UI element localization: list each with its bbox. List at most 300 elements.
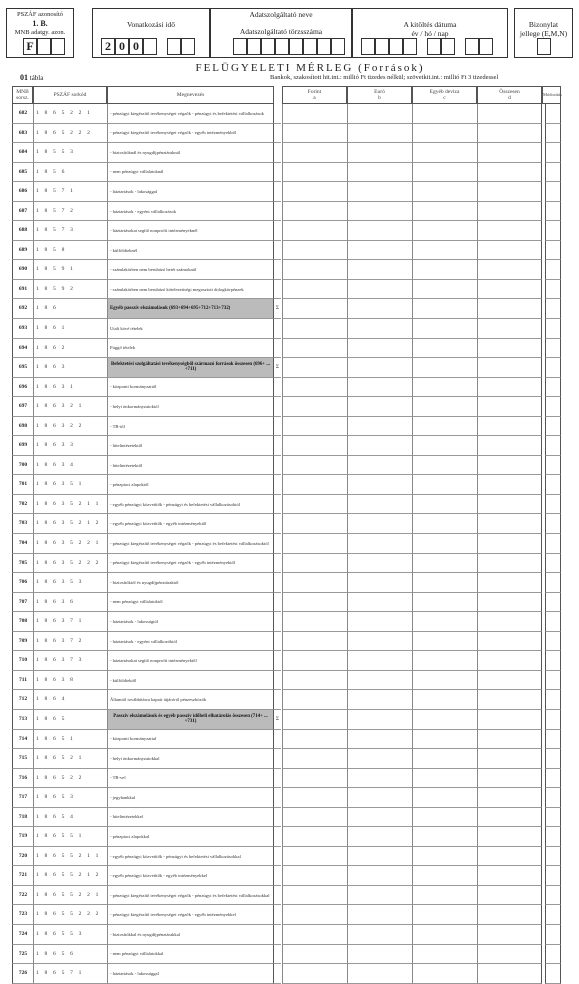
mnb-cell-1[interactable]: F [23, 38, 37, 55]
modification-cell[interactable] [545, 163, 561, 183]
row-code: 1 8 6 3 5 3 [33, 573, 107, 593]
value-cell-other-currency[interactable] [412, 143, 477, 163]
mnb-cell-3[interactable] [51, 38, 65, 55]
value-cell-euro[interactable] [347, 808, 412, 828]
date-month-cell-2[interactable] [441, 38, 455, 55]
value-cell-forint[interactable] [282, 436, 347, 456]
modification-cell[interactable] [545, 886, 561, 906]
value-cell-euro[interactable] [347, 436, 412, 456]
modification-cell[interactable] [545, 397, 561, 417]
row-code: 1 8 6 5 [33, 710, 107, 730]
modification-cell[interactable] [545, 299, 561, 319]
row-description: - háztartásokat segítő nonprofit intézményeknél [107, 221, 274, 241]
value-cell-other-currency[interactable] [412, 671, 477, 691]
modification-cell[interactable] [545, 827, 561, 847]
table-row [12, 749, 561, 769]
row-code: 1 8 6 3 2 2 [33, 417, 107, 437]
value-cell-euro[interactable] [347, 730, 412, 750]
value-cell-total[interactable] [477, 769, 542, 789]
modification-cell[interactable] [545, 651, 561, 671]
modification-cell[interactable] [545, 730, 561, 750]
value-cell-forint[interactable] [282, 221, 347, 241]
reg-cell-3[interactable] [261, 38, 275, 55]
value-cell-total[interactable] [477, 651, 542, 671]
value-cell-total[interactable] [477, 202, 542, 222]
value-cell-euro[interactable] [347, 319, 412, 339]
reg-cell-6[interactable] [303, 38, 317, 55]
value-cell-other-currency[interactable] [412, 964, 477, 984]
value-cell-other-currency[interactable] [412, 593, 477, 613]
modification-cell[interactable] [545, 690, 561, 710]
value-cell-euro[interactable] [347, 397, 412, 417]
modification-cell[interactable] [545, 710, 561, 730]
modification-cell[interactable] [545, 456, 561, 476]
value-cell-total[interactable] [477, 339, 542, 359]
period-cell-2[interactable]: 0 [115, 38, 129, 55]
value-cell-other-currency[interactable] [412, 280, 477, 300]
value-cell-total[interactable] [477, 886, 542, 906]
row-description: - biztosítóktól és nyugdíjpénztáraktól [107, 573, 274, 593]
value-cell-other-currency[interactable] [412, 573, 477, 593]
modification-cell[interactable] [545, 378, 561, 398]
value-cell-total[interactable] [477, 104, 542, 124]
value-cell-forint[interactable] [282, 241, 347, 261]
value-cell-total[interactable] [477, 730, 542, 750]
value-cell-forint[interactable] [282, 866, 347, 886]
value-cell-euro[interactable] [347, 182, 412, 202]
value-cell-other-currency[interactable] [412, 104, 477, 124]
value-cell-euro[interactable] [347, 378, 412, 398]
value-cell-euro[interactable] [347, 651, 412, 671]
modification-cell[interactable] [545, 241, 561, 261]
row-description: - pénzügyi kiegészítő tevékenységet végzők - pénzügyi és befektetési vállalkozásokkal [107, 886, 274, 906]
period-cell-6[interactable] [181, 38, 195, 55]
value-cell-other-currency[interactable] [412, 612, 477, 632]
row-code: 1 8 6 5 7 1 [33, 964, 107, 984]
row-code: 1 8 6 5 5 2 1 2 [33, 866, 107, 886]
value-cell-forint[interactable] [282, 514, 347, 534]
modification-cell[interactable] [545, 358, 561, 378]
date-year-cell-4[interactable] [403, 38, 417, 55]
value-cell-forint[interactable] [282, 202, 347, 222]
period-cell-1[interactable]: 2 [101, 38, 115, 55]
row-number: 687 [12, 202, 33, 222]
table-row [12, 612, 561, 632]
modification-cell[interactable] [545, 534, 561, 554]
table-row [12, 593, 561, 613]
value-cell-other-currency[interactable] [412, 749, 477, 769]
modification-cell[interactable] [545, 945, 561, 965]
value-cell-euro[interactable] [347, 221, 412, 241]
modification-cell[interactable] [545, 788, 561, 808]
value-cell-total[interactable] [477, 964, 542, 984]
value-cell-forint[interactable] [282, 612, 347, 632]
value-cell-other-currency[interactable] [412, 651, 477, 671]
value-cell-other-currency[interactable] [412, 397, 477, 417]
value-cell-euro[interactable] [347, 671, 412, 691]
value-cell-total[interactable] [477, 124, 542, 144]
modification-cell[interactable] [545, 905, 561, 925]
value-cell-forint[interactable] [282, 554, 347, 574]
date-year-cell-2[interactable] [375, 38, 389, 55]
value-cell-other-currency[interactable] [412, 202, 477, 222]
value-cell-forint[interactable] [282, 163, 347, 183]
date-year-cell-1[interactable] [361, 38, 375, 55]
value-cell-total[interactable] [477, 495, 542, 515]
value-cell-forint[interactable] [282, 143, 347, 163]
value-cell-forint[interactable] [282, 964, 347, 984]
value-cell-euro[interactable] [347, 495, 412, 515]
value-cell-total[interactable] [477, 241, 542, 261]
modification-cell[interactable] [545, 319, 561, 339]
value-cell-euro[interactable] [347, 612, 412, 632]
modification-cell[interactable] [545, 749, 561, 769]
modification-cell[interactable] [545, 808, 561, 828]
value-cell-total[interactable] [477, 436, 542, 456]
value-cell-total[interactable] [477, 397, 542, 417]
modification-cell[interactable] [545, 964, 561, 984]
modification-cell[interactable] [545, 671, 561, 691]
row-code: 1 8 6 3 8 [33, 671, 107, 691]
modification-cell[interactable] [545, 593, 561, 613]
value-cell-other-currency[interactable] [412, 456, 477, 476]
value-cell-euro[interactable] [347, 690, 412, 710]
value-cell-total[interactable] [477, 260, 542, 280]
value-cell-other-currency[interactable] [412, 417, 477, 437]
value-cell-other-currency[interactable] [412, 866, 477, 886]
value-cell-euro[interactable] [347, 514, 412, 534]
value-cell-forint[interactable] [282, 319, 347, 339]
modification-cell[interactable] [545, 612, 561, 632]
value-cell-forint[interactable] [282, 632, 347, 652]
value-cell-forint[interactable] [282, 339, 347, 359]
table-row [12, 886, 561, 906]
value-cell-forint[interactable] [282, 593, 347, 613]
value-cell-euro[interactable] [347, 769, 412, 789]
reg-cell-7[interactable] [317, 38, 331, 55]
value-cell-euro[interactable] [347, 827, 412, 847]
modification-cell[interactable] [545, 417, 561, 437]
col-num-header: MNB sorsz. [12, 86, 33, 104]
value-cell-other-currency[interactable] [412, 945, 477, 965]
value-cell-total[interactable] [477, 710, 542, 730]
row-description: - központi kormányzattól [107, 378, 274, 398]
mnb-cell-2[interactable] [37, 38, 51, 55]
value-cell-forint[interactable] [282, 495, 347, 515]
value-cell-forint[interactable] [282, 710, 347, 730]
table-row [12, 866, 561, 886]
date-month-cell-1[interactable] [427, 38, 441, 55]
row-code: 1 8 6 3 5 2 2 2 [33, 554, 107, 574]
value-cell-total[interactable] [477, 573, 542, 593]
value-cell-other-currency[interactable] [412, 534, 477, 554]
date-day-cell-1[interactable] [465, 38, 479, 55]
value-cell-forint[interactable] [282, 671, 347, 691]
value-cell-total[interactable] [477, 319, 542, 339]
value-cell-other-currency[interactable] [412, 886, 477, 906]
table-row [12, 534, 561, 554]
modification-cell[interactable] [545, 495, 561, 515]
value-cell-other-currency[interactable] [412, 260, 477, 280]
value-cell-total[interactable] [477, 905, 542, 925]
value-cell-other-currency[interactable] [412, 554, 477, 574]
value-cell-euro[interactable] [347, 632, 412, 652]
value-cell-euro[interactable] [347, 593, 412, 613]
value-cell-euro[interactable] [347, 417, 412, 437]
modification-cell[interactable] [545, 182, 561, 202]
value-cell-forint[interactable] [282, 573, 347, 593]
value-cell-forint[interactable] [282, 749, 347, 769]
value-cell-other-currency[interactable] [412, 221, 477, 241]
value-cell-other-currency[interactable] [412, 299, 477, 319]
value-cell-euro[interactable] [347, 143, 412, 163]
value-cell-other-currency[interactable] [412, 514, 477, 534]
modification-cell[interactable] [545, 202, 561, 222]
modification-cell[interactable] [545, 339, 561, 359]
value-cell-euro[interactable] [347, 573, 412, 593]
row-number: 706 [12, 573, 33, 593]
modification-cell[interactable] [545, 104, 561, 124]
value-cell-forint[interactable] [282, 182, 347, 202]
value-cell-total[interactable] [477, 417, 542, 437]
row-description: Passzív elszámolások és egyéb passzív időbeli elhatárolás összesen (714+ ... +731) [107, 710, 274, 730]
row-description: - pénzpiaci alapokkal [107, 827, 274, 847]
value-cell-euro[interactable] [347, 358, 412, 378]
date-day-cell-2[interactable] [479, 38, 493, 55]
value-cell-total[interactable] [477, 163, 542, 183]
value-cell-euro[interactable] [347, 964, 412, 984]
value-cell-other-currency[interactable] [412, 632, 477, 652]
row-sum-mark [274, 690, 281, 710]
modification-cell[interactable] [545, 221, 561, 241]
row-description: - egyéb pénzügyi közvetítők - pénzügyi és befektetési vállalkozásoktól [107, 495, 274, 515]
value-cell-total[interactable] [477, 299, 542, 319]
value-cell-total[interactable] [477, 514, 542, 534]
pszaf-box [6, 8, 74, 58]
reg-cell-8[interactable] [331, 38, 345, 55]
value-cell-total[interactable] [477, 182, 542, 202]
value-cell-other-currency[interactable] [412, 163, 477, 183]
value-cell-total[interactable] [477, 534, 542, 554]
value-cell-euro[interactable] [347, 202, 412, 222]
value-cell-forint[interactable] [282, 827, 347, 847]
value-cell-forint[interactable] [282, 730, 347, 750]
value-cell-forint[interactable] [282, 905, 347, 925]
value-cell-euro[interactable] [347, 241, 412, 261]
value-cell-total[interactable] [477, 593, 542, 613]
doc-label: Bizonylat [528, 20, 559, 29]
modification-cell[interactable] [545, 847, 561, 867]
value-cell-forint[interactable] [282, 299, 347, 319]
table-row [12, 104, 561, 124]
value-cell-other-currency[interactable] [412, 808, 477, 828]
value-cell-other-currency[interactable] [412, 905, 477, 925]
value-cell-euro[interactable] [347, 456, 412, 476]
value-cell-forint[interactable] [282, 769, 347, 789]
value-cell-euro[interactable] [347, 905, 412, 925]
modification-cell[interactable] [545, 554, 561, 574]
value-cell-euro[interactable] [347, 945, 412, 965]
row-description: - külföldieknél [107, 241, 274, 261]
col-b-header: Euró b [347, 86, 412, 104]
modification-cell[interactable] [545, 260, 561, 280]
value-cell-other-currency[interactable] [412, 241, 477, 261]
value-cell-other-currency[interactable] [412, 124, 477, 144]
value-cell-euro[interactable] [347, 866, 412, 886]
value-cell-total[interactable] [477, 847, 542, 867]
row-number: 696 [12, 378, 33, 398]
reg-cell-2[interactable] [247, 38, 261, 55]
modification-cell[interactable] [545, 475, 561, 495]
value-cell-total[interactable] [477, 358, 542, 378]
value-cell-euro[interactable] [347, 299, 412, 319]
value-cell-euro[interactable] [347, 280, 412, 300]
value-cell-total[interactable] [477, 690, 542, 710]
table-row [12, 905, 561, 925]
value-cell-forint[interactable] [282, 358, 347, 378]
row-number: 716 [12, 769, 33, 789]
value-cell-total[interactable] [477, 143, 542, 163]
value-cell-total[interactable] [477, 749, 542, 769]
value-cell-other-currency[interactable] [412, 339, 477, 359]
row-code: 1 8 5 6 [33, 163, 107, 183]
row-number: 682 [12, 104, 33, 124]
modification-cell[interactable] [545, 769, 561, 789]
value-cell-forint[interactable] [282, 475, 347, 495]
row-sum-mark [274, 827, 281, 847]
table-row [12, 456, 561, 476]
date-year-cell-3[interactable] [389, 38, 403, 55]
value-cell-other-currency[interactable] [412, 475, 477, 495]
value-cell-other-currency[interactable] [412, 710, 477, 730]
value-cell-euro[interactable] [347, 788, 412, 808]
reg-cell-4[interactable] [275, 38, 289, 55]
doc-type-cell[interactable] [537, 38, 551, 55]
modification-cell[interactable] [545, 436, 561, 456]
modification-cell[interactable] [545, 143, 561, 163]
row-number: 692 [12, 299, 33, 319]
value-cell-forint[interactable] [282, 690, 347, 710]
table-number [20, 74, 43, 82]
value-cell-euro[interactable] [347, 339, 412, 359]
value-cell-other-currency[interactable] [412, 495, 477, 515]
value-cell-euro[interactable] [347, 847, 412, 867]
value-cell-forint[interactable] [282, 788, 347, 808]
value-cell-euro[interactable] [347, 554, 412, 574]
modification-cell[interactable] [545, 573, 561, 593]
value-cell-other-currency[interactable] [412, 378, 477, 398]
value-cell-total[interactable] [477, 554, 542, 574]
reg-cell-1[interactable] [233, 38, 247, 55]
period-cell-4[interactable] [143, 38, 157, 55]
value-cell-forint[interactable] [282, 925, 347, 945]
modification-cell[interactable] [545, 280, 561, 300]
value-cell-total[interactable] [477, 378, 542, 398]
value-cell-euro[interactable] [347, 475, 412, 495]
value-cell-total[interactable] [477, 945, 542, 965]
value-cell-forint[interactable] [282, 417, 347, 437]
value-cell-other-currency[interactable] [412, 358, 477, 378]
modification-cell[interactable] [545, 124, 561, 144]
modification-cell[interactable] [545, 632, 561, 652]
value-cell-total[interactable] [477, 808, 542, 828]
value-cell-euro[interactable] [347, 749, 412, 769]
value-cell-other-currency[interactable] [412, 690, 477, 710]
row-number: 717 [12, 788, 33, 808]
value-cell-total[interactable] [477, 632, 542, 652]
value-cell-forint[interactable] [282, 124, 347, 144]
value-cell-total[interactable] [477, 612, 542, 632]
value-cell-euro[interactable] [347, 710, 412, 730]
value-cell-total[interactable] [477, 866, 542, 886]
row-number: 684 [12, 143, 33, 163]
value-cell-forint[interactable] [282, 651, 347, 671]
row-description: - nem pénzügyi vállalatoknál [107, 163, 274, 183]
value-cell-forint[interactable] [282, 945, 347, 965]
value-cell-forint[interactable] [282, 534, 347, 554]
value-cell-total[interactable] [477, 788, 542, 808]
value-cell-other-currency[interactable] [412, 319, 477, 339]
value-cell-total[interactable] [477, 827, 542, 847]
table-header [12, 86, 561, 104]
modification-cell[interactable] [545, 514, 561, 534]
value-cell-forint[interactable] [282, 378, 347, 398]
value-cell-other-currency[interactable] [412, 847, 477, 867]
period-box [92, 8, 210, 58]
value-cell-total[interactable] [477, 456, 542, 476]
value-cell-other-currency[interactable] [412, 788, 477, 808]
value-cell-euro[interactable] [347, 534, 412, 554]
period-cell-3[interactable]: 0 [129, 38, 143, 55]
value-cell-other-currency[interactable] [412, 827, 477, 847]
value-cell-euro[interactable] [347, 104, 412, 124]
units-note: Bankok, szakosított hit.int.: millió Ft tizedes nélkül; szövetkit.int.: millió Ft 3 tizedessel [270, 74, 499, 81]
value-cell-forint[interactable] [282, 104, 347, 124]
row-code: 1 8 6 3 3 [33, 436, 107, 456]
value-cell-forint[interactable] [282, 847, 347, 867]
value-cell-total[interactable] [477, 280, 542, 300]
value-cell-total[interactable] [477, 925, 542, 945]
value-cell-forint[interactable] [282, 456, 347, 476]
table-row [12, 417, 561, 437]
row-description: - nem pénzügyi vállalatoktól [107, 593, 274, 613]
value-cell-other-currency[interactable] [412, 925, 477, 945]
modification-cell[interactable] [545, 866, 561, 886]
row-code: 1 8 6 3 7 2 [33, 632, 107, 652]
value-cell-forint[interactable] [282, 260, 347, 280]
value-cell-euro[interactable] [347, 163, 412, 183]
period-cell-5[interactable] [167, 38, 181, 55]
value-cell-total[interactable] [477, 475, 542, 495]
value-cell-other-currency[interactable] [412, 182, 477, 202]
value-cell-forint[interactable] [282, 886, 347, 906]
value-cell-other-currency[interactable] [412, 730, 477, 750]
value-cell-forint[interactable] [282, 397, 347, 417]
value-cell-other-currency[interactable] [412, 436, 477, 456]
value-cell-forint[interactable] [282, 808, 347, 828]
reg-cell-5[interactable] [289, 38, 303, 55]
value-cell-euro[interactable] [347, 260, 412, 280]
value-cell-total[interactable] [477, 221, 542, 241]
value-cell-euro[interactable] [347, 925, 412, 945]
value-cell-euro[interactable] [347, 124, 412, 144]
modification-cell[interactable] [545, 925, 561, 945]
table-row [12, 690, 561, 710]
value-cell-total[interactable] [477, 671, 542, 691]
value-cell-other-currency[interactable] [412, 769, 477, 789]
value-cell-euro[interactable] [347, 886, 412, 906]
value-cell-forint[interactable] [282, 280, 347, 300]
